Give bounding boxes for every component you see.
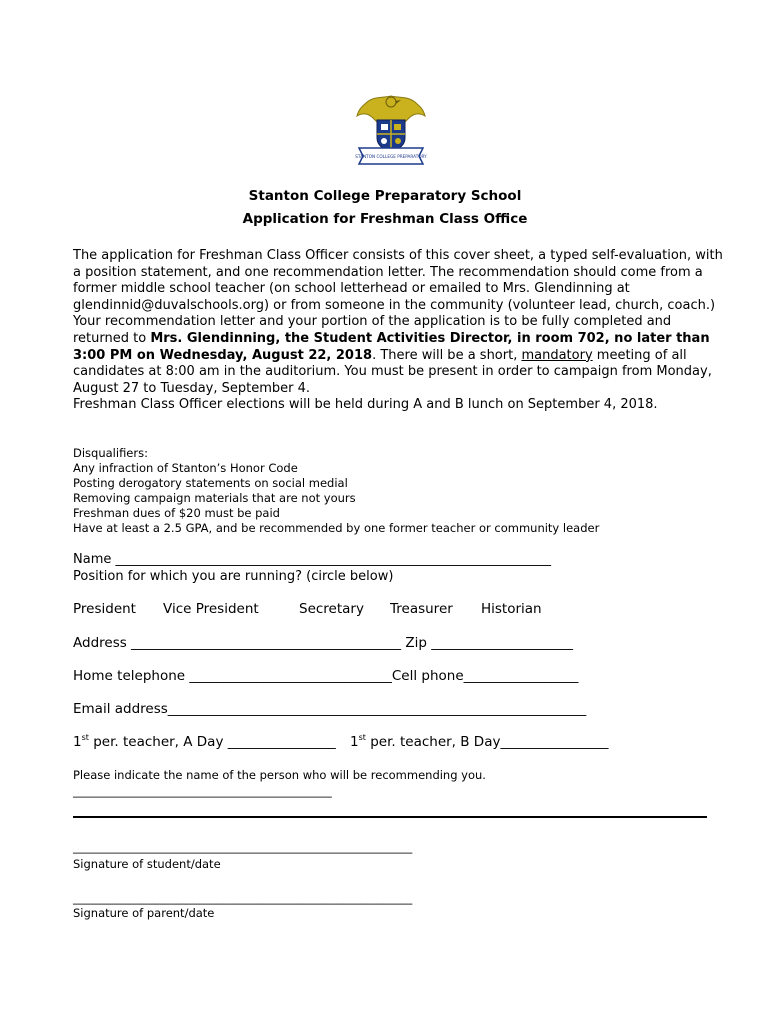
parent-signature-line[interactable]: ___________________________________________________________ — [73, 891, 413, 905]
position-prompt: Position for which you are running? (circle below) — [73, 569, 394, 584]
intro-p2-deadline: Mrs. Glendinning, the Student Activities Director, in room 702, no later than 3:00 PM on Wednesday, August 22, 2018 — [73, 330, 710, 363]
phone-fields[interactable]: Home telephone ______________________________Cell phone_________________ — [73, 668, 579, 684]
document-title: Application for Freshman Class Office — [242, 211, 528, 227]
teacher-b-ordinal-suffix: st — [358, 733, 366, 742]
school-crest-logo — [353, 92, 429, 168]
student-signature-label: Signature of student/date — [73, 857, 221, 871]
position-option-president[interactable]: President — [73, 601, 136, 617]
disqualifier-item: Posting derogatory statements on social medial — [73, 476, 348, 490]
disqualifiers-heading: Disqualifiers: — [73, 446, 148, 460]
teacher-a-ordinal-suffix: st — [81, 733, 89, 742]
intro-paragraph-3: Freshman Class Officer elections will be held during A and B lunch on September 4, 2018. — [73, 397, 658, 413]
intro-p2-text-a: Your recommendation letter and your portion of the application is to be fully completed and returned to — [73, 314, 672, 346]
teacher-a-label: per. teacher, A Day ________________ — [88, 734, 336, 750]
crest-banner-text: STANTON COLLEGE PREPARATORY — [355, 154, 427, 159]
teacher-a-ordinal: 1 — [73, 734, 82, 750]
disqualifier-item: Freshman dues of $20 must be paid — [73, 506, 280, 520]
school-name: Stanton College Preparatory School — [248, 188, 522, 204]
parent-signature-label: Signature of parent/date — [73, 906, 215, 920]
student-signature-line[interactable]: ___________________________________________________________ — [73, 840, 413, 854]
intro-p2-mandatory: mandatory — [521, 347, 593, 363]
intro-paragraph-2 — [73, 314, 723, 397]
intro-p2-text-c: meeting of all candidates at 8:00 am in the auditorium. You must be present in order to campaign from Monday, August 27 to Tuesday, September 4. — [73, 347, 712, 396]
name-field[interactable]: Name ___________________________________________________________________ — [73, 552, 551, 567]
position-option-vice-president[interactable]: Vice President — [163, 601, 259, 617]
disqualifier-item: Any infraction of Stanton’s Honor Code — [73, 461, 298, 475]
position-option-secretary[interactable]: Secretary — [299, 601, 364, 617]
disqualifier-item: Have at least a 2.5 GPA, and be recommended by one former teacher or community leader — [73, 521, 600, 535]
recommendation-name-line[interactable]: _____________________________________________ — [73, 784, 332, 798]
intro-p2-text-b: . There will be a short, — [372, 347, 522, 363]
disqualifiers-section — [73, 446, 599, 536]
position-option-historian[interactable]: Historian — [481, 601, 542, 617]
section-divider — [73, 816, 707, 818]
teacher-b-label: per. teacher, B Day________________ — [365, 734, 609, 750]
intro-section — [73, 248, 723, 414]
address-zip-field[interactable]: Address ________________________________________ Zip _____________________ — [73, 635, 573, 651]
teacher-a-day-field[interactable] — [73, 734, 336, 750]
email-field[interactable]: Email address______________________________________________________________ — [73, 701, 587, 717]
intro-paragraph-1: The application for Freshman Class Officer consists of this cover sheet, a typed self-evaluation, with a position statement, and one recommendation letter. The recommendation should come from a former middle school teacher (on school letterhead or emailed to Mrs. Glendinning at glendinnid@duvalschools.org) or from someone in the community (volunteer lead, church, coach.) — [73, 248, 723, 313]
position-option-treasurer[interactable]: Treasurer — [390, 601, 453, 617]
teacher-b-day-field[interactable] — [350, 734, 608, 750]
disqualifier-item: Removing campaign materials that are not yours — [73, 491, 356, 505]
teacher-b-ordinal: 1 — [350, 734, 359, 750]
recommendation-prompt: Please indicate the name of the person who will be recommending you. — [73, 768, 486, 782]
